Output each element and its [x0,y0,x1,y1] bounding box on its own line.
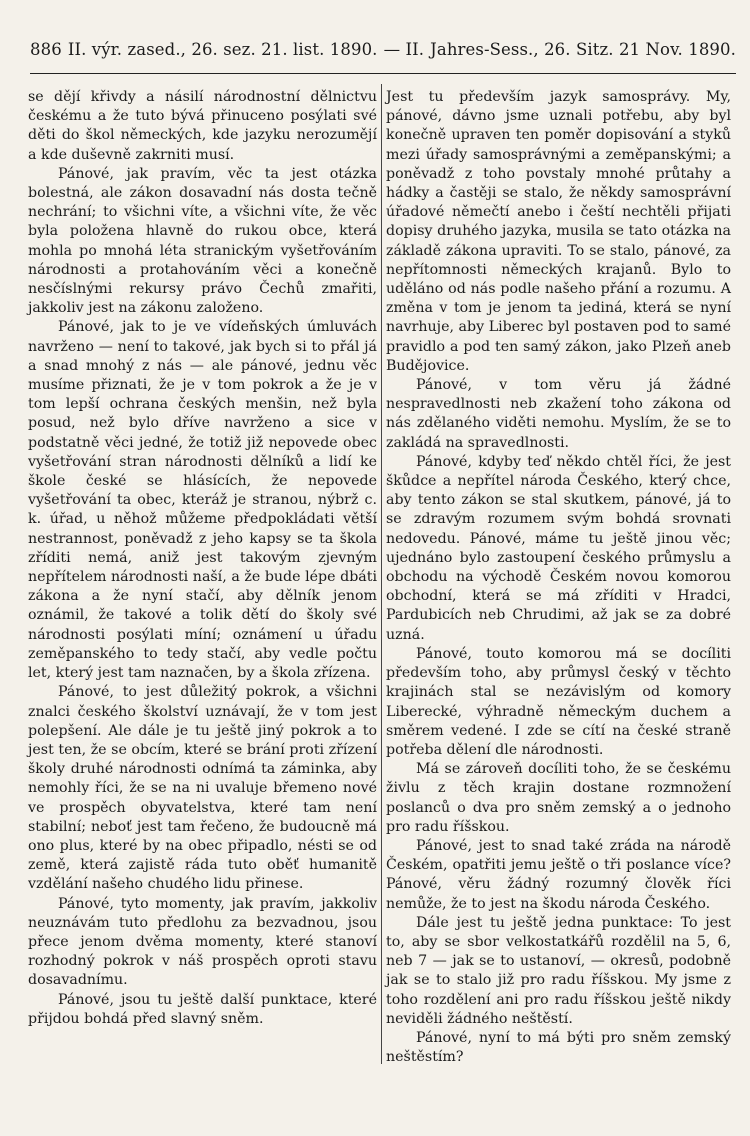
session-info-german: Jahres-Sess., 26. Sitz. 21 Nov. 1890. [430,40,736,59]
paragraph: Dále jest tu ještě jedna punktace: To jest to, aby se sbor velkostatkářů rozdělil na 5, 6, neb 7 — jak se to ustanoví, — okresů, podobně jak se to stalo již pro radu říšskou. My jsme z toho rozdělení ani pro radu říšskou ještě nikdy neviděli žádného neštěstí. [386,914,731,1027]
right-column [386,88,731,1067]
paragraph: Pánové, v tom věru já žádné nespravedlnosti neb zkažení toho zákona od nás zdělaného viděti nemohu. Myslím, že se to zakládá na spravedlnosti. [386,377,731,451]
paragraph: Pánové, jest to snad také zráda na národě Českém, opatřiti jemu ještě o tři poslance více? Pánové, věru žádný rozumný člověk říci nemůže, že to jest na škodu národa Českého. [386,837,731,912]
header-dash: — II. [383,40,425,59]
paragraph: Jest tu především jazyk samosprávy. My, pánové, dávno jsme uznali potřebu, aby byl konečně upraven ten poměr dopisování a styků mezi úřady samosprávnými a zeměpanskými; a poněvadž z toho povstaly mnohé průtahy a hádky a častěji se stalo, že někdy samosprávní úřadové němečtí anebo i čeští nechtěli přijati dopisy druhého jazyka, musila se tato otázka na základě zákona upraviti. To se stalo, pánové, za nepřítomnosti německých krajanů. Bylo to uděláno od nás podle našeho přání a rozumu. A změna v tom je jenom ta jediná, která se nyní navrhuje, aby Liberec byl postaven pod to samé pravidlo a pod ten samý zákon, jako Plzeň aneb Budějovice. [386,89,731,374]
column-divider [381,84,382,1064]
page-number: 886 [30,40,62,59]
paragraph: Pánové, nyní to má býti pro sněm zemský neštěstím? [386,1029,731,1066]
paragraph: Pánové, touto komorou má se docíliti především toho, aby průmysl český v těchto krajinách stal se nezávislým od komory Liberecké, výhradně německým duchem a směrem vedené. I zde se cítí na české straně potřeba dělení dle národnosti. [386,645,731,758]
paragraph: Pánové, kdyby teď někdo chtěl říci, že jest škůdce a nepřítel národa Českého, který chce, aby tento zákon se stal skutkem, pánové, já to se zdravým rozumem svým bohdá srovnati nedovedu. Pánové, máme tu ještě jinou věc; ujednáno bylo zastoupení českého průmyslu a obchodu na východě Českém novou komorou obchodní, která se má zříditi v Hradci, Pardubicích neb Chrudimi, až jak se za dobré uzná. [386,453,731,643]
paragraph: Pánové, jak to je ve vídeňských úmluvách navrženo — není to takové, jak bych si to přál já a snad mnohý z nás — ale pánové, jednu věc musíme přiznati, že je v tom pokrok a že je v tom lepší ochrana českých menšin, než byla posud, než bylo dříve navrženo a sice v podstatně věci jedné, že totiž již nepovede obec vyšetřování stran národnosti dělníků a lidí ke škole české se hlásících, že nepovede vyšetřování ta obec, kteráž je stranou, nýbrž c. k. úřad, u něhož můžeme předpokládati větší nestrannost, poněvadž z jeho kapsy se ta škola zříditi nemá, aniž jest takovým zjevným nepřítelem národnosti naší, a že bude lépe dbáti zákona a že nyní stačí, aby dělník jenom oznámil, že takové a tolik dětí do školy své národnosti posýlati míní; oznámení u úřadu zeměpanského to tedy stačí, aby vedle počtu let, který jest tam naznačen, by a škola zřízena. [28,319,377,682]
paragraph: Pánové, jak pravím, věc ta jest otázka bolestná, ale zákon dosavadní nás dosta tečně nechrání; to všichni víte, a všichni víte, že věc byla položena hlavně do rukou obce, která mohla po mnohá léta stranickým vyšetřováním národnosti a protahováním věci a konečně nesčíslnými rekursy právo Čechů zmařiti, jakkoliv jest na zákonu založeno. [28,165,377,317]
paragraph: Pánové, to jest důležitý pokrok, a všichni znalci českého školství uznávají, že v tom jest polepšení. Ale dále je tu ještě jiný pokrok a to jest ten, že se obcím, které se brání proti zřízení školy druhé národnosti odnímá ta záminka, aby nemohly říci, že se na ni uvaluje břemeno nové ve prospěch obyvatelstva, které tam není stabilní; neboť jest tam řečeno, že budoucně má ono plus, které by na obec připadlo, nésti se od země, která zajistě ráda tuto oběť humanitě vzdělání našeho chudého lidu přinese. [28,684,377,893]
paragraph: Pánové, jsou tu ještě další punktace, které přijdou bohdá před slavný sněm. [28,991,377,1027]
session-info: II. výr. zased., 26. sez. 21. list. 1890. [67,40,378,59]
header-rule [30,73,736,74]
paragraph: Pánové, tyto momenty, jak pravím, jakkoliv neuznávám tuto předlohu za bezvadnou, jsou přece jenom dvěma momenty, které stanoví rozhodný pokrok v náš prospěch oproti stavu dosavadnímu. [28,895,377,989]
page-header [30,40,736,59]
paragraph: se dějí křivdy a násilí národnostní dělnictvu českému a že tuto bývá přinuceno posýlati své děti do škol německých, kde jazyku nerozumějí a kde duševně zakrniti musí. [28,89,377,163]
paragraph: Má se zároveň docíliti toho, že se českému živlu z těch krajin dostane rozmnožení poslanců o dva pro sněm zemský a o jednoho pro radu říšskou. [386,761,731,835]
left-column [28,88,377,1029]
